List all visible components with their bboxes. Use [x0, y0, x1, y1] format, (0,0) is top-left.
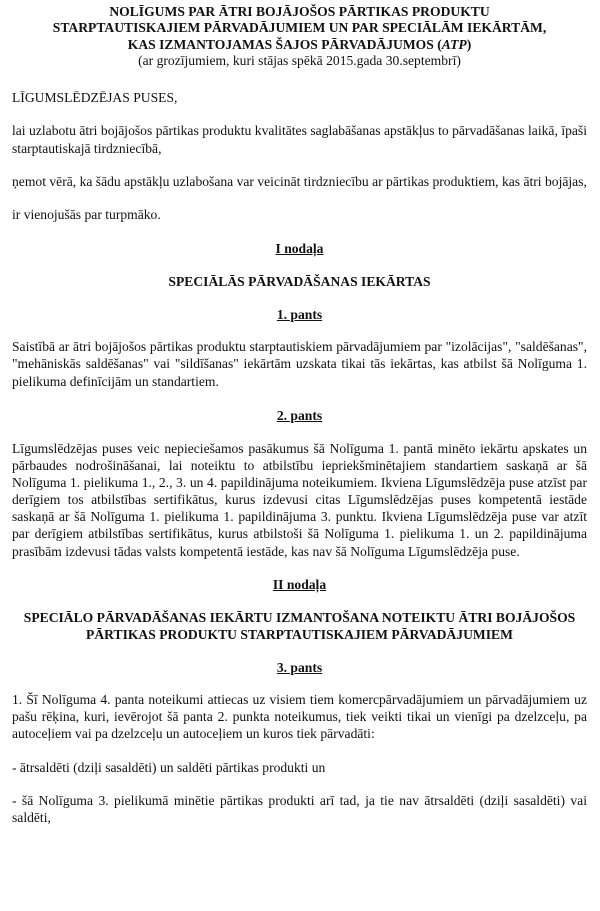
article-3-label: 3. pants — [276, 660, 323, 675]
title-line-3 — [12, 37, 587, 53]
document-title — [12, 4, 587, 53]
article-3-paragraph-1: 1. Šī Nolīguma 4. panta noteikumi attiecas uz visiem tiem komercpārvadājumiem un pārvadājumiem uz pašu rēķina, kuri, ievērojot šā panta 2. punkta noteikumus, tiek veikti tikai un vienīgi pa dzelzceļu, pa autoceļiem vai pa dzelzceļu un autoceļiem un kuros tiek pārvadāti: — [12, 692, 587, 742]
article-1-text: Saistībā ar ātri bojājošos pārtikas produktu starptautiskiem pārvadājumiem par "izolācijas", "saldēšanas", "mehāniskās saldēšanas" vai "sildīšanas" iekārtām uzskata tikai tās iekārtas, kas atbilst šā Nolīguma 1. pielikuma definīcijām un standartiem. — [12, 339, 587, 389]
title-line-3-main: KAS IZMANTOJAMAS ŠAJOS PĀRVADĀJUMOS ( — [127, 36, 442, 52]
article-1-label: 1. pants — [276, 307, 323, 323]
preamble-paragraph-3: ir vienojušās par turpmāko. — [12, 206, 161, 222]
preamble-paragraph-1: lai uzlabotu ātri bojājošos pārtikas produktu kvalitātes saglabāšanas apstākļus to pārvadāšanas laikā, īpaši starptautiskajā tirdzniecībā, — [12, 123, 587, 156]
chapter-2-label: II nodaļa — [272, 576, 327, 592]
article-2-label: 2. pants — [276, 407, 323, 423]
preamble-paragraph-2: ņemot vērā, ka šādu apstākļu uzlabošana var veicināt tirdzniecību ar pārtikas produktiem, kas ātri bojājas, — [12, 173, 587, 189]
chapter-1-title: SPECIĀLĀS PĀRVADĀŠANAS IEKĀRTAS — [168, 274, 431, 289]
article-3-item-2: - šā Nolīguma 3. pielikumā minētie pārtikas produkti arī tad, ja tie nav ātrsaldēti (dziļi sasaldēti) vai saldēti, — [12, 792, 587, 825]
preamble-parties: LĪGUMSLĒDZĒJAS PUSES, — [12, 90, 178, 106]
document-subtitle: (ar grozījumiem, kuri stājas spēkā 2015.gada 30.septembrī) — [138, 52, 461, 68]
title-line-3-end: ) — [466, 36, 472, 52]
title-abbreviation: ATP — [441, 36, 467, 52]
chapter-1-label: I nodaļa — [275, 240, 324, 256]
article-2-text: Līgumslēdzējas puses veic nepieciešamos pasākumus šā Nolīguma 1. pantā minēto iekārtu apskates un pārbaudes nodrošināšanai, lai noteiktu to atbilstību iepriekšminētajiem standartiem saskaņā ar šā Nolīguma 1. pielikuma 1., 2., 3. un 4. papildinājuma noteikumiem. Ikviena Līgumslēdzēja puse atzīst par derīgiem tos atbilstības sertifikātus, kurus izdevusi citas Līgumslēdzējas puses kompetentā iestāde saskaņā ar šā Nolīguma 1. pielikuma 1. papildinājuma 3. punktu. Ikviena Līgumslēdzēja puse var atzīt par derīgiem atbilstības sertifikātus, kurus atbilstoši šā Nolīguma 1. pielikuma 1. un 2. papildinājuma prasībām izdevusi tādas valsts kompetentā iestāde, kas nav šā Nolīguma Līgumslēdzēja puse. — [12, 440, 587, 559]
chapter-2-title: SPECIĀLO PĀRVADĀŠANAS IEKĀRTU IZMANTOŠANA NOTEIKTU ĀTRI BOJĀJOŠOS PĀRTIKAS PRODUKTU STARPTAUTISKAJIEM PĀRVADĀJUMIEM — [23, 609, 576, 642]
title-line-1: NOLĪGUMS PAR ĀTRI BOJĀJOŠOS PĀRTIKAS PRODUKTU — [109, 4, 490, 19]
title-line-2: STARPTAUTISKAJIEM PĀRVADĀJUMIEM UN PAR SPECIĀLĀM IEKĀRTĀM, — [52, 20, 547, 36]
article-3-item-1: - ātrsaldēti (dziļi sasaldēti) un saldēti pārtikas produkti un — [12, 759, 326, 775]
